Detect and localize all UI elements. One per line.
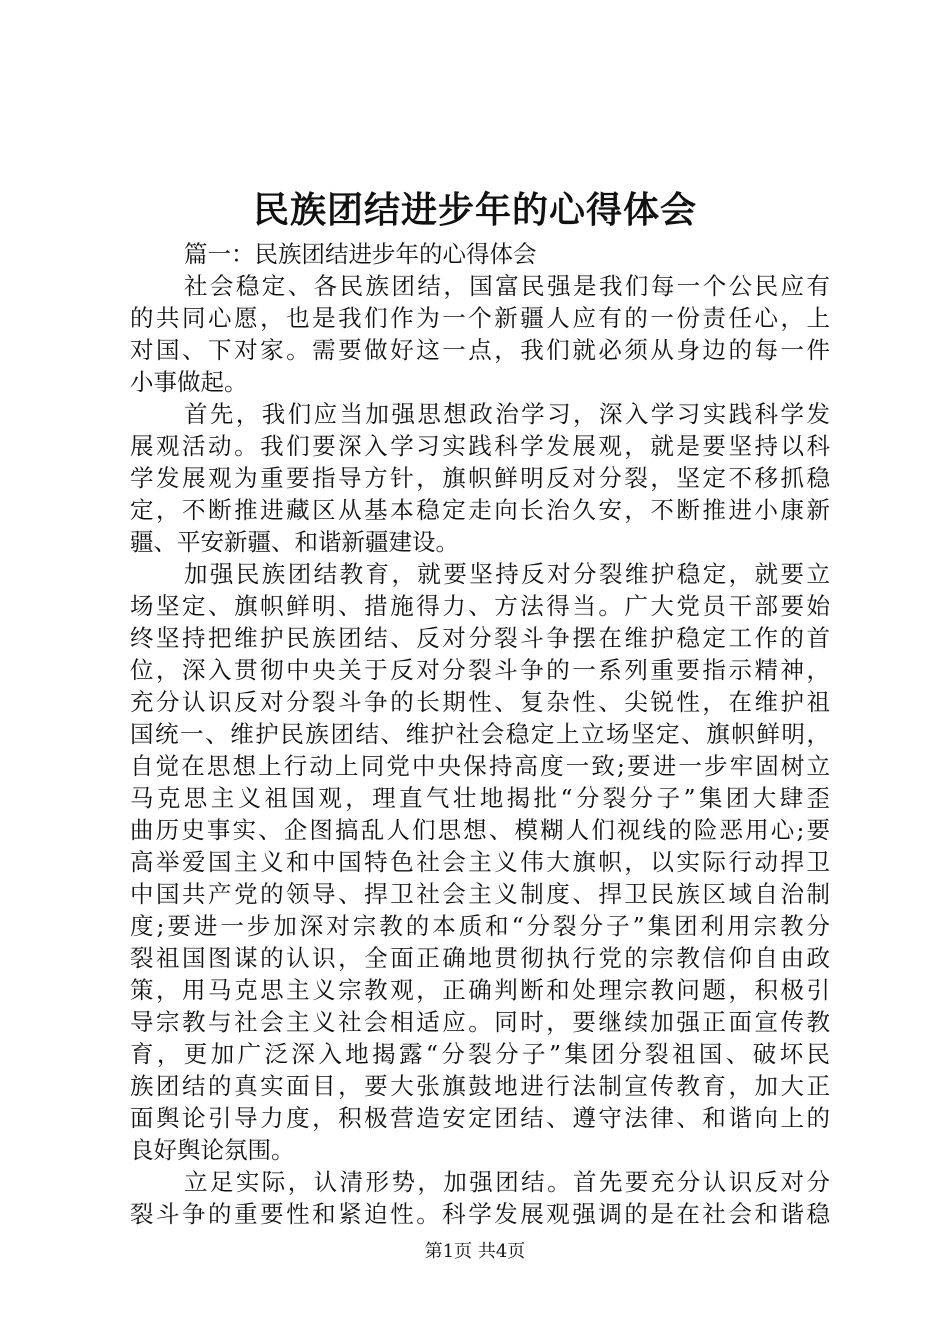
text-line: 高举爱国主义和中国特色社会主义伟大旗帜，以实际行动捍卫 <box>130 848 830 876</box>
page-number: 第1页 共4页 <box>424 1241 526 1262</box>
text-line: 策，用马克思主义宗教观，正确判断和处理宗教问题，积极引 <box>130 976 830 1004</box>
text-line: 族团结的真实面目，要大张旗鼓地进行法制宣传教育，加大正 <box>130 1072 830 1100</box>
text-line: 裂祖国图谋的认识，全面正确地贯彻执行党的宗教信仰自由政 <box>130 944 830 972</box>
text-line: 自觉在思想上行动上同党中央保持高度一致;要进一步牢固树立 <box>130 752 830 780</box>
text-line: 场坚定、旗帜鲜明、措施得力、方法得当。广大党员干部要始 <box>130 592 830 620</box>
text-line: 对国、下对家。需要做好这一点，我们就必须从身边的每一件 <box>130 336 830 364</box>
text-line: 裂斗争的重要性和紧迫性。科学发展观强调的是在社会和谐稳 <box>130 1200 830 1228</box>
text-line: 中国共产党的领导、捍卫社会主义制度、捍卫民族区域自治制 <box>130 880 830 908</box>
text-line: 育，更加广泛深入地揭露“分裂分子”集团分裂祖国、破坏民 <box>130 1040 830 1068</box>
text-line: 曲历史事实、企图搞乱人们思想、模糊人们视线的险恶用心;要 <box>130 816 830 844</box>
text-line: 疆、平安新疆、和谐新疆建设。 <box>130 528 459 556</box>
document-body <box>130 238 830 1230</box>
text-line: 展观活动。我们要深入学习实践科学发展观，就是要坚持以科 <box>130 432 830 460</box>
text-line: 充分认识反对分裂斗争的长期性、复杂性、尖锐性，在维护祖 <box>130 688 830 716</box>
text-line: 小事做起。 <box>130 368 248 396</box>
text-line: 定，不断推进藏区从基本稳定走向长治久安，不断推进小康新 <box>130 496 830 524</box>
text-line: 良好舆论氛围。 <box>130 1136 295 1164</box>
text-line: 的共同心愿，也是我们作为一个新疆人应有的一份责任心，上 <box>130 304 830 332</box>
text-line: 加强民族团结教育，就要坚持反对分裂维护稳定，就要立 <box>184 560 830 588</box>
text-line: 立足实际，认清形势，加强团结。首先要充分认识反对分 <box>184 1168 830 1196</box>
text-line: 社会稳定、各民族团结，国富民强是我们每一个公民应有 <box>184 272 830 300</box>
text-line: 首先，我们应当加强思想政治学习，深入学习实践科学发 <box>184 400 830 428</box>
text-line: 面舆论引导力度，积极营造安定团结、遵守法律、和谐向上的 <box>130 1104 830 1132</box>
text-line: 篇一：民族团结进步年的心得体会 <box>184 240 537 268</box>
text-line: 终坚持把维护民族团结、反对分裂斗争摆在维护稳定工作的首 <box>130 624 830 652</box>
document-title: 民族团结进步年的心得体会 <box>252 189 697 231</box>
text-line: 导宗教与社会主义社会相适应。同时，要继续加强正面宣传教 <box>130 1008 830 1036</box>
text-line: 学发展观为重要指导方针，旗帜鲜明反对分裂，坚定不移抓稳 <box>130 464 830 492</box>
text-line: 度;要进一步加深对宗教的本质和“分裂分子”集团利用宗教分 <box>130 912 830 940</box>
text-line: 国统一、维护民族团结、维护社会稳定上立场坚定、旗帜鲜明， <box>130 720 830 748</box>
text-line: 马克思主义祖国观，理直气壮地揭批“分裂分子”集团大肆歪 <box>130 784 830 812</box>
text-line: 位，深入贯彻中央关于反对分裂斗争的一系列重要指示精神， <box>130 656 830 684</box>
